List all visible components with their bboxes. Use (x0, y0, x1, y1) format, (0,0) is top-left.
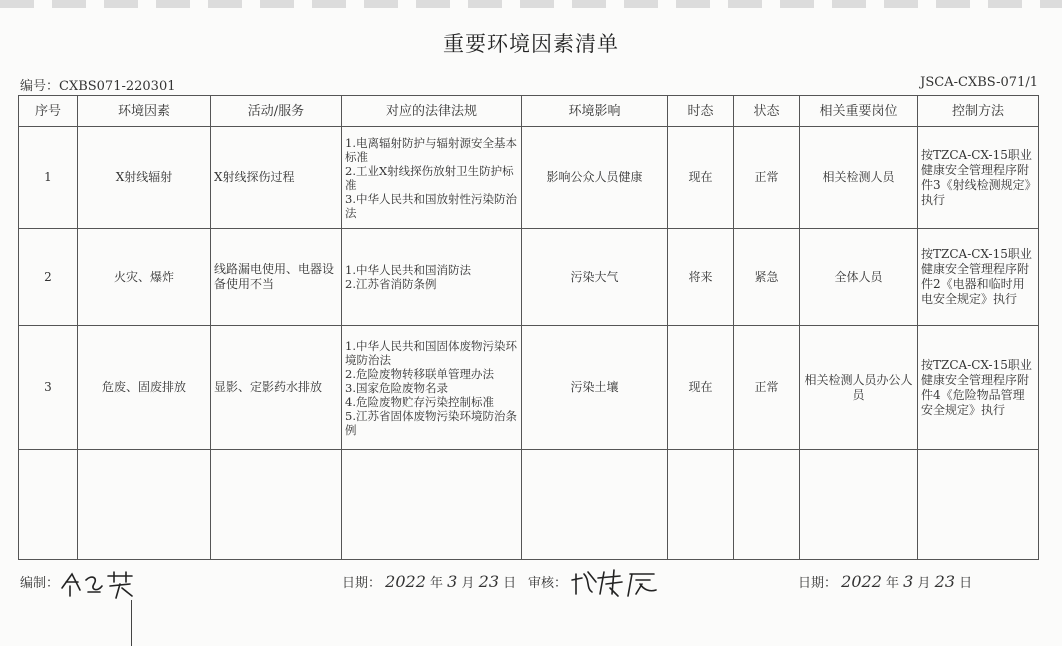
related-post: 全体人员 (800, 229, 918, 326)
laws-cell (342, 229, 522, 326)
top-edge-dashes (0, 0, 1062, 8)
header-cell: 序号 (19, 96, 78, 127)
header-cell: 环境因素 (78, 96, 211, 127)
activity: X射线探伤过程 (211, 127, 342, 229)
header-cell: 时态 (668, 96, 734, 127)
environment-factor: X射线辐射 (78, 127, 211, 229)
law-item: 2.江苏省消防条例 (345, 277, 437, 291)
tense: 现在 (668, 127, 734, 229)
control-method: 按TZCA-CX-15职业健康安全管理程序附件2《电器和临时用电安全规定》执行 (918, 229, 1039, 326)
header-cell: 环境影响 (522, 96, 668, 127)
environment-factor: 危废、固废排放 (78, 326, 211, 450)
date-label: 日期： (798, 576, 838, 591)
date-year: 2022 (385, 572, 426, 591)
preparer-signature (58, 566, 138, 600)
laws-cell (342, 127, 522, 229)
form-code: JSCA-CXBS-071/1 (920, 75, 1038, 90)
activity: 线路漏电使用、电器设备使用不当 (211, 229, 342, 326)
law-item: 3.中华人民共和国放射性污染防治法 (345, 191, 517, 220)
environmental-impact: 影响公众人员健康 (522, 127, 668, 229)
law-item: 2.工业X射线探伤放射卫生防护标准 (345, 163, 514, 192)
header-cell: 状态 (734, 96, 800, 127)
law-item: 2.危险废物转移联单管理办法 (345, 366, 494, 381)
related-post: 相关检测人员 (800, 127, 918, 229)
table-row (19, 326, 1039, 450)
control-method: 按TZCA-CX-15职业健康安全管理程序附件4《危险物品管理安全规定》执行 (918, 326, 1039, 450)
law-item: 3.国家危险废物名录 (345, 380, 448, 395)
date-day: 23 (478, 572, 500, 591)
environment-factor: 火灾、爆炸 (78, 229, 211, 326)
date-field-1: 日期： 2022 年 3 月 23 日 (342, 572, 517, 591)
state: 正常 (734, 326, 800, 450)
prepared-by-label: 编制： (20, 576, 60, 591)
header-cell: 对应的法律法规 (342, 96, 522, 127)
laws-cell (342, 326, 522, 450)
row-number: 2 (19, 229, 78, 326)
binding-mark (131, 600, 132, 646)
tense: 将来 (668, 229, 734, 326)
table-header-row (19, 96, 1039, 127)
related-post: 相关检测人员办公人员 (800, 326, 918, 450)
header-cell: 相关重要岗位 (800, 96, 918, 127)
law-item: 5.江苏省固体废物污染环境防治条例 (345, 408, 517, 437)
date-month: 3 (447, 572, 458, 591)
state: 正常 (734, 127, 800, 229)
page-title: 重要环境因素清单 (443, 32, 619, 56)
date-day: 23 (934, 572, 956, 591)
law-item: 1.电离辐射防护与辐射源安全基本标准 (345, 135, 517, 164)
row-number: 3 (19, 326, 78, 450)
activity: 显影、定影药水排放 (211, 326, 342, 450)
date-label: 日期： (342, 576, 382, 591)
law-item: 1.中华人民共和国消防法 (345, 263, 471, 277)
control-method: 按TZCA-CX-15职业健康安全管理程序附件3《射线检测规定》执行 (918, 127, 1039, 229)
law-item: 4.危险废物贮存污染控制标准 (345, 394, 494, 409)
reviewer-signature (570, 566, 660, 598)
row-number: 1 (19, 127, 78, 229)
date-year: 2022 (841, 572, 882, 591)
header-cell: 活动/服务 (211, 96, 342, 127)
law-item: 1.中华人民共和国固体废物污染环境防治法 (345, 338, 517, 367)
header-cell: 控制方法 (918, 96, 1039, 127)
date-month: 3 (903, 572, 914, 591)
table-row (19, 127, 1039, 229)
environment-factor-table (18, 95, 1039, 604)
date-field-2: 日期： 2022 年 3 月 23 日 (798, 572, 973, 591)
document-number: 编号：CXBS071-220301 (20, 79, 176, 94)
environmental-impact: 污染大气 (522, 229, 668, 326)
environmental-impact: 污染土壤 (522, 326, 668, 450)
empty-row (19, 450, 1039, 560)
tense: 现在 (668, 326, 734, 450)
table-row (19, 229, 1039, 326)
state: 紧急 (734, 229, 800, 326)
reviewed-by-label: 审核： (528, 576, 568, 591)
